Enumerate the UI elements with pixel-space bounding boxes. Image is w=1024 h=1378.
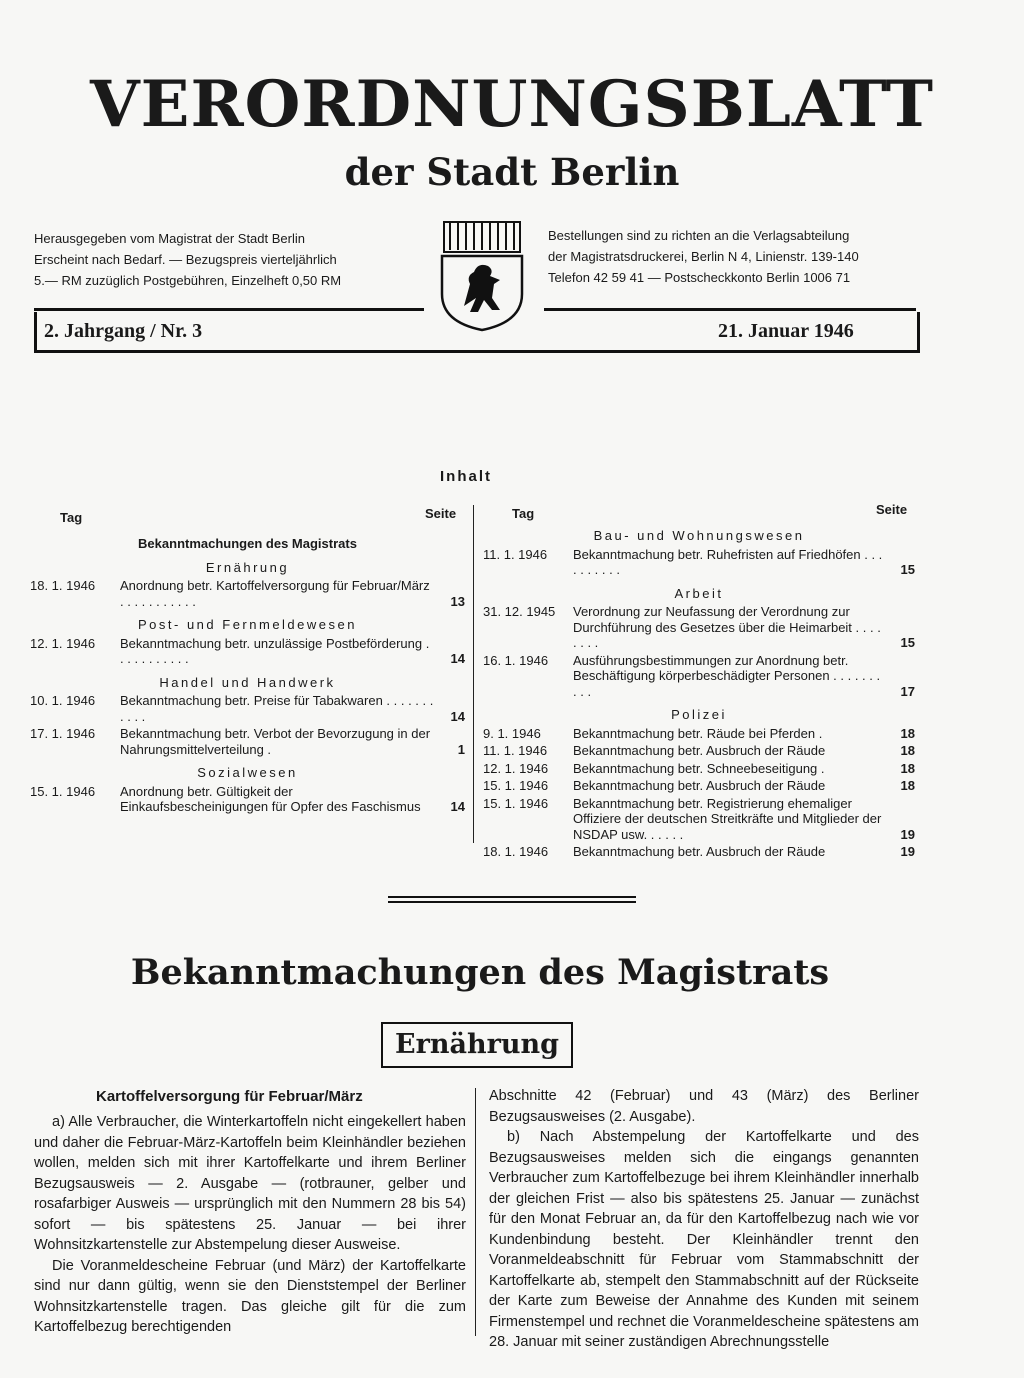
toc-entry-date: 11. 1. 1946 — [483, 546, 548, 562]
toc-section-heading: Arbeit — [674, 585, 724, 601]
publisher-line: Telefon 42 59 41 — Postscheckkonto Berlin 1006 71 — [548, 270, 851, 285]
column-divider — [473, 505, 474, 843]
rule — [34, 308, 424, 311]
toc-entry-date: 11. 1. 1946 — [483, 743, 548, 758]
article-column-right — [489, 1086, 919, 1353]
toc-entry-text: Bekanntmachung betr. Räude bei Pferden . — [573, 725, 823, 741]
issue-date: 21. Januar 1946 — [718, 320, 854, 342]
toc-entry-text: Verordnung zur Neufassung der Verordnung zur Durchführung des Gesetzes über die Heimarbeit . . . . . . . . — [573, 604, 881, 650]
article-paragraph: b) Nach Abstempelung der Kartoffelkarte und des Bezugsausweises melden sich die eingangs genannten Verbraucher zum Kartoffelbezuge bei ihrem Kleinhändler innerhalb der gleichen Frist — also bis spätestens 25. Januar — zunächst für den Monat Februar an, da für den Kartoffelbezug nach wie vor Kundenbindung besteht. Der Kleinhändler trennt den Voranmeldeabschnitt für Februar vom Stammabschnitt der Kartoffelkarte ab, stempelt den Stammabschnitt auf der Rückseite der Karte zum Beweise der Annahme des Kunden mit seinem Firmenstempel und rechnet die Voranmeldescheine spätestens am 28. Januar mit seiner zuständigen Abrechnungsstelle — [489, 1129, 919, 1350]
toc-entry-page: 18 — [900, 760, 915, 776]
toc-entry-date: 31. 12. 1945 — [483, 604, 556, 619]
toc-left-column — [30, 536, 465, 817]
toc-entry — [483, 761, 915, 777]
column-divider — [475, 1088, 476, 1336]
rule — [544, 308, 916, 311]
toc-entry — [30, 578, 465, 609]
toc-col-tag: Tag — [60, 510, 83, 525]
toc-entry-text: Anordnung betr. Kartoffelversorgung für Februar/März . . . . . . . . . . . — [120, 578, 430, 609]
toc-entry-page: 14 — [450, 708, 465, 724]
toc-entry-date: 15. 1. 1946 — [483, 778, 549, 793]
toc-entry-page: 19 — [900, 826, 915, 842]
masthead-title: VERORDNUNGSBLATT — [90, 67, 934, 142]
toc-entry-text: Bekanntmachung betr. Ausbruch der Räude — [573, 743, 826, 758]
toc-entry — [30, 693, 465, 724]
issue-volume: 2. Jahrgang / Nr. 3 — [44, 320, 203, 342]
publisher-line: Herausgegeben vom Magistrat der Stadt Berlin — [34, 231, 305, 246]
toc-entry-date: 10. 1. 1946 — [30, 693, 96, 708]
toc-entry-date: 12. 1. 1946 — [483, 760, 549, 776]
toc-entry-date: 18. 1. 1946 — [30, 578, 96, 593]
toc-entry — [483, 653, 915, 700]
toc-entry-page: 18 — [900, 743, 915, 758]
double-rule-divider — [388, 896, 636, 903]
toc-entry-date: 12. 1. 1946 — [30, 635, 96, 651]
toc-right-column — [483, 528, 915, 862]
toc-entry — [483, 844, 915, 860]
toc-section-heading: Post- und Fernmeldewesen — [138, 617, 357, 632]
toc-entry-date: 15. 1. 1946 — [30, 783, 96, 799]
toc-entry — [483, 604, 915, 651]
article-title: Kartoffelversorgung für Februar/März — [96, 1088, 363, 1105]
publisher-info-right — [548, 225, 928, 288]
toc-section-heading: Bau- und Wohnungswesen — [593, 528, 805, 543]
toc-entry — [483, 778, 915, 794]
toc-entry-text: Bekanntmachung betr. Schneebeseitigung . — [573, 760, 825, 776]
toc-entry-page: 19 — [900, 844, 915, 859]
toc-entry-text: Ausführungsbestimmungen zur Anordnung betr. Beschäftigung körperbeschädigter Personen . . . . . . . . . . — [573, 652, 881, 699]
toc-entry — [30, 784, 465, 815]
toc-entry-text: Bekanntmachung betr. Ausbruch der Räude — [573, 844, 826, 859]
publisher-line: Bestellungen sind zu richten an die Verlagsabteilung — [548, 228, 850, 243]
toc-section-heading: Polizei — [671, 707, 727, 722]
toc-entry-text: Bekanntmachung betr. Registrierung ehemaliger Offiziere der deutschen Streitkräfte und Mitglieder der NSDAP usw. . . . . . — [573, 795, 882, 842]
toc-group-heading: Bekanntmachungen des Magistrats — [138, 536, 357, 551]
article-paragraph: a) Alle Verbraucher, die Winterkartoffeln nicht eingekellert haben und daher die Februar-März-Kartoffeln beim Kleinhändler beziehen wollen, melden sich mit ihrer Kartoffelkarte und ihrem Berliner Bezugsausweis — 2. Ausgabe — (rotbrauner, gelber und rosafarbiger Ausweis — ursprünglich mit den Nummern 28 bis 54) sofort — bis spätestens 25. Januar — bei ihrer Wohnsitzkartenstelle zur Abstempelung dieser Ausweise. — [34, 1114, 466, 1253]
toc-entry-text: Bekanntmachung betr. Ausbruch der Räude — [573, 778, 826, 793]
toc-entry-text: Bekanntmachung betr. Verbot der Bevorzugung in der Nahrungsmittelverteilung . — [120, 726, 431, 757]
article-paragraph: Die Voranmeldescheine Februar (und März) der Kartoffelkarte sind nur dann gültig, wenn sie den Dienststempel der Berliner Wohnsitzkartenstelle tragen. Das gleiche gilt für die zum Kartoffelbezug berechtigenden — [34, 1257, 466, 1335]
toc-entry-date: 15. 1. 1946 — [483, 795, 549, 811]
section-title-box: Ernährung — [381, 1022, 573, 1068]
toc-entry-page: 14 — [450, 799, 465, 814]
masthead-subtitle: der Stadt Berlin — [344, 150, 680, 194]
main-heading: Bekanntmachungen des Magistrats — [130, 952, 830, 993]
toc-entry-page: 13 — [450, 593, 465, 609]
toc-entry-date: 17. 1. 1946 — [30, 726, 96, 741]
toc-entry-date: 9. 1. 1946 — [483, 725, 541, 741]
toc-title: Inhalt — [440, 468, 492, 485]
article-paragraph: Abschnitte 42 (Februar) und 43 (März) des Berliner Bezugsausweises (2. Ausgabe). — [489, 1088, 919, 1125]
publisher-line: Erscheint nach Bedarf. — Bezugspreis vierteljährlich — [34, 252, 337, 267]
toc-entry — [483, 743, 915, 759]
toc-entry-page: 18 — [900, 778, 915, 793]
toc-col-seite: Seite — [876, 502, 908, 517]
toc-section-heading: Ernährung — [205, 559, 290, 575]
toc-entry — [483, 796, 915, 843]
article-column-left — [34, 1112, 466, 1338]
toc-entry — [30, 636, 465, 667]
toc-entry — [483, 726, 915, 742]
toc-section-heading: Sozialwesen — [197, 765, 298, 780]
toc-entry-text: Bekanntmachung betr. unzulässige Postbeförderung . . . . . . . . . . . — [120, 635, 430, 666]
toc-entry-page: 15 — [900, 562, 915, 577]
toc-entry-date: 18. 1. 1946 — [483, 844, 549, 859]
toc-entry-text: Anordnung betr. Gültigkeit der Einkaufsbescheinigungen für Opfer des Faschismus — [120, 783, 421, 814]
toc-entry-page: 18 — [900, 725, 915, 741]
toc-entry — [483, 547, 915, 578]
publisher-info-left — [34, 228, 404, 291]
toc-entry-page: 15 — [900, 635, 915, 650]
toc-entry-page: 1 — [457, 741, 465, 757]
toc-entry-text: Bekanntmachung betr. Preise für Tabakwaren . . . . . . . . . . . — [120, 693, 434, 724]
publisher-line: der Magistratsdruckerei, Berlin N 4, Linienstr. 139-140 — [548, 249, 859, 264]
toc-entry-page: 14 — [450, 651, 465, 666]
toc-entry-date: 16. 1. 1946 — [483, 652, 549, 668]
toc-col-seite: Seite — [425, 506, 457, 521]
toc-section-heading: Handel und Handwerk — [159, 674, 336, 690]
toc-col-tag: Tag — [512, 506, 535, 521]
publisher-line: 5.— RM zuzüglich Postgebühren, Einzelheft 0,50 RM — [34, 273, 342, 288]
toc-entry-text: Bekanntmachung betr. Ruhefristen auf Friedhöfen . . . . . . . . . . — [573, 546, 883, 577]
toc-entry — [30, 726, 465, 757]
toc-entry-page: 17 — [900, 683, 915, 699]
